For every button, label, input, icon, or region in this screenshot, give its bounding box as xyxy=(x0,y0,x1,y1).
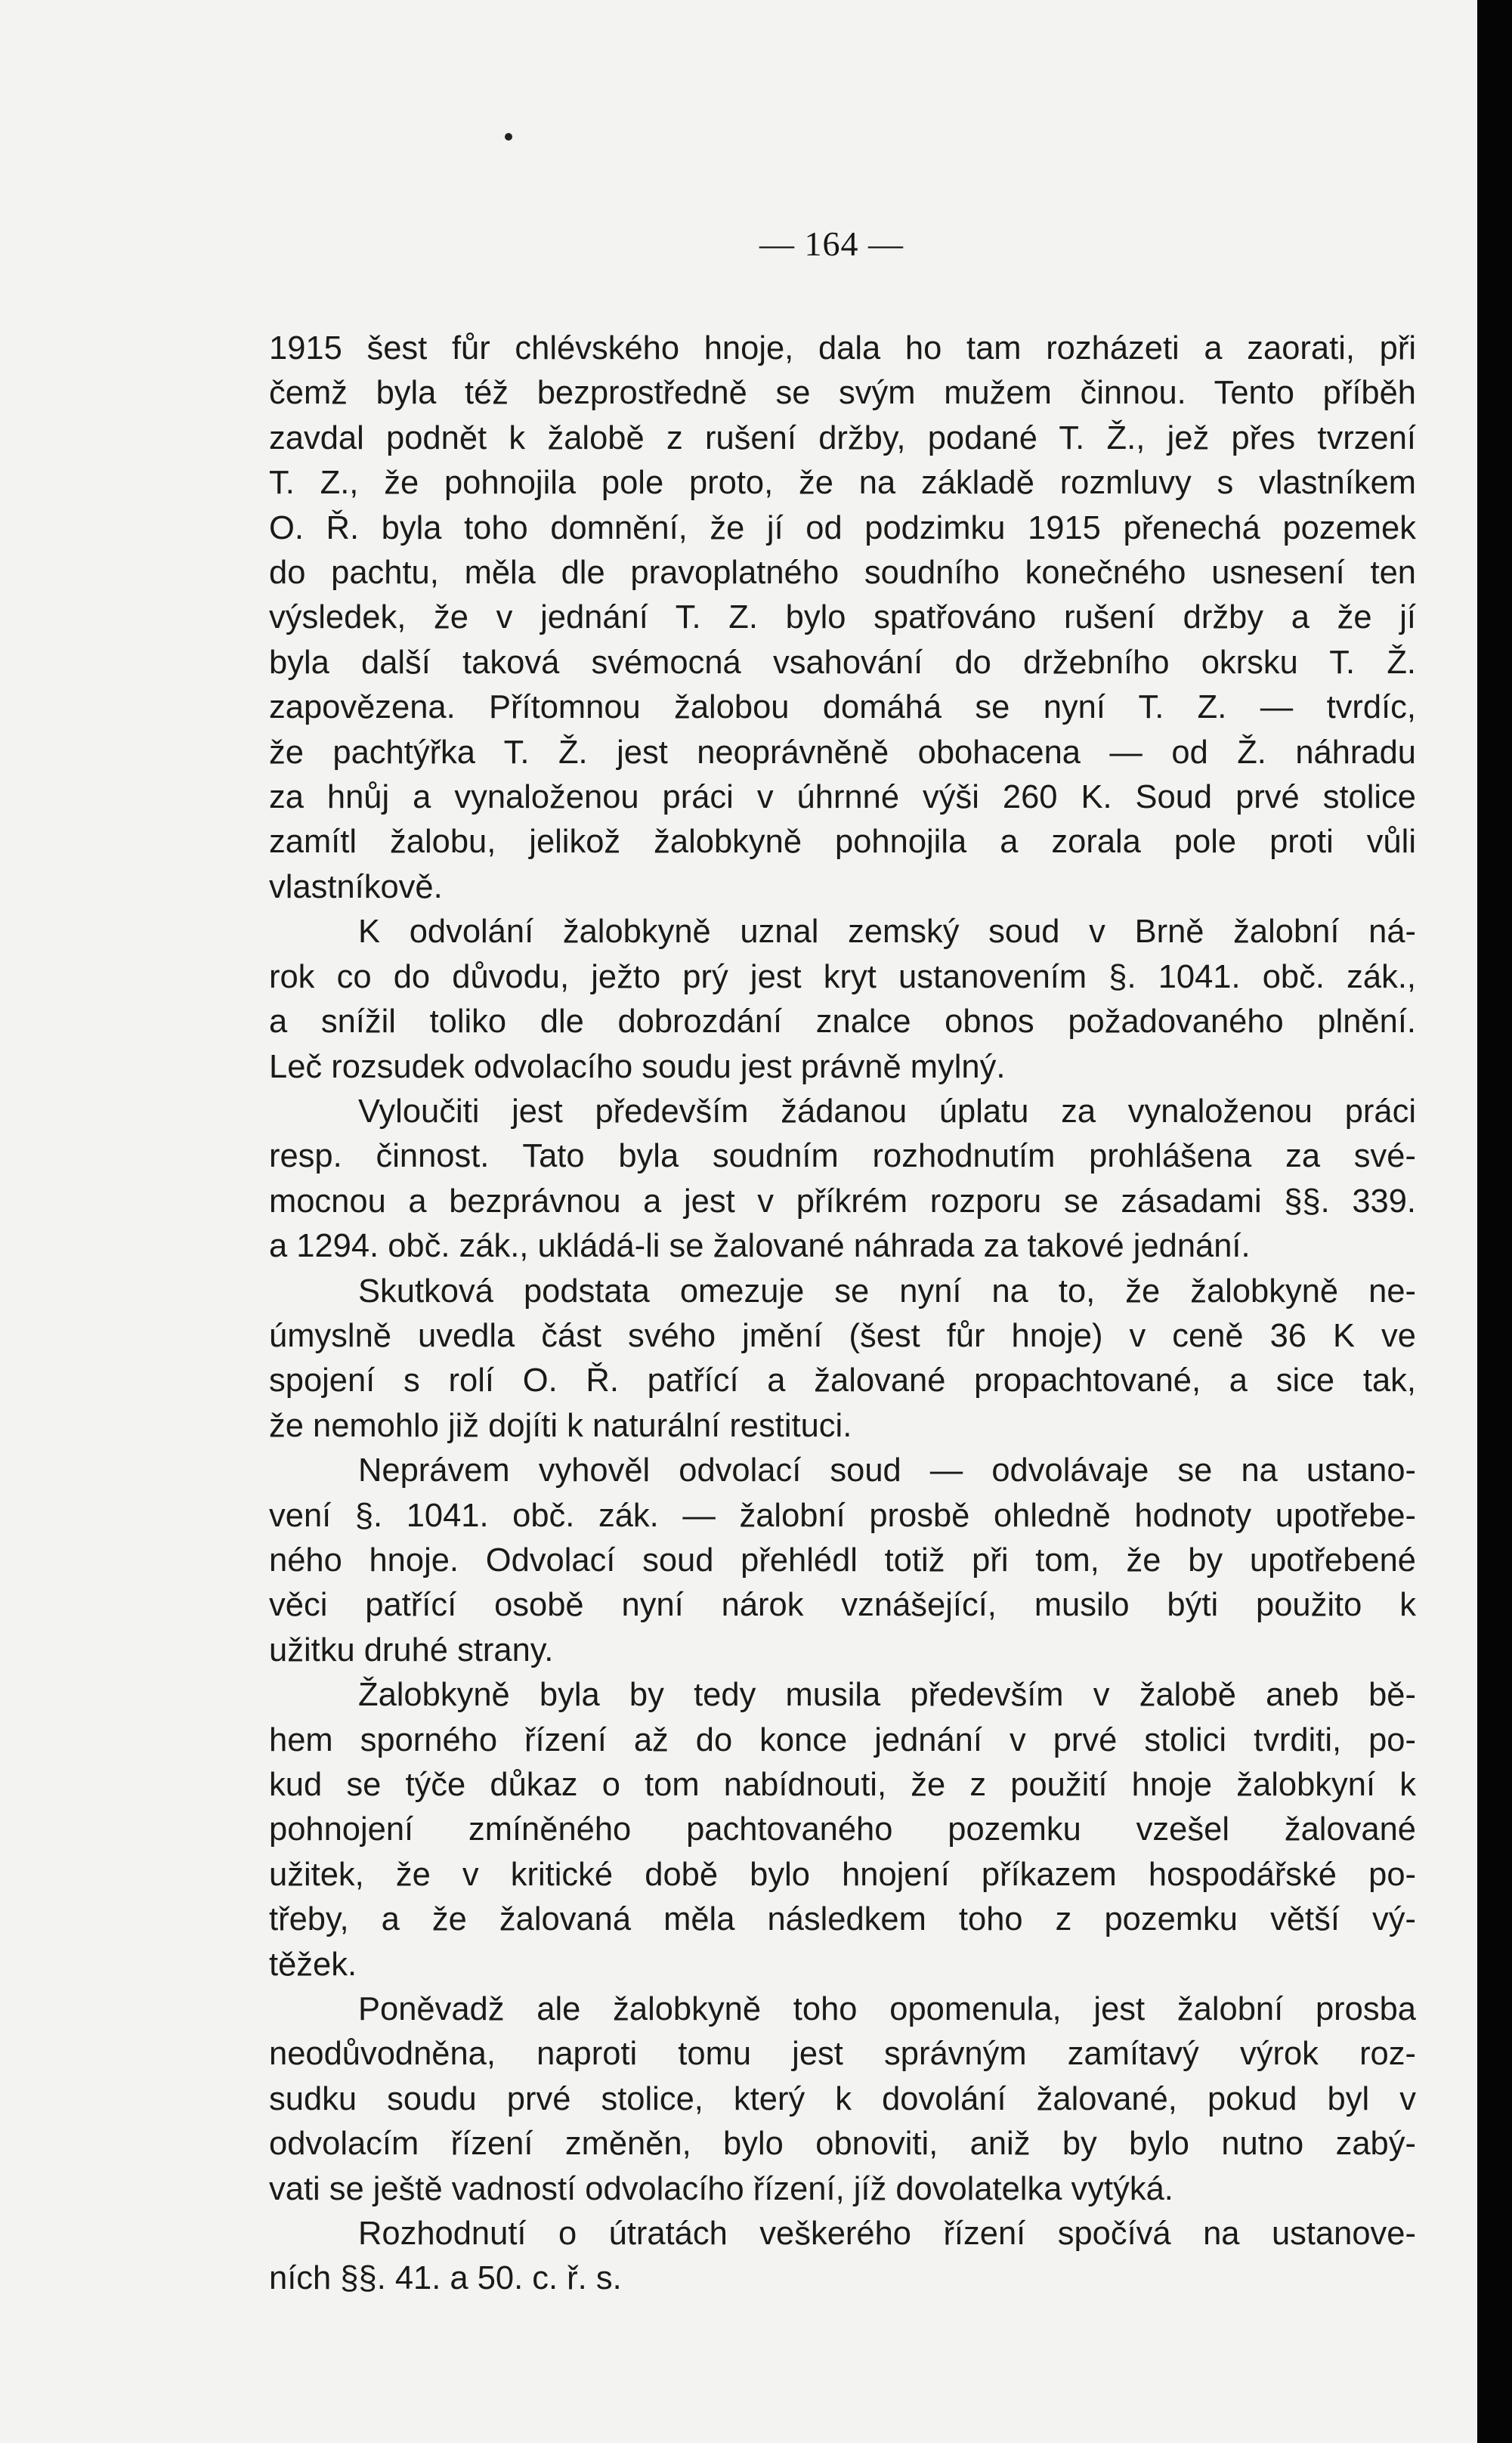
text-line: resp. činnost. Tato byla soudním rozhodnutím prohlášena za své- xyxy=(269,1138,1416,1175)
text-line: zavdal podnět k žalobě z rušení držby, podané T. Ž., jež přes tvrzení xyxy=(269,419,1416,456)
text-line: Neprávem vyhověl odvolací soud — odvolávaje se na ustano- xyxy=(358,1452,1416,1489)
text-line: úmyslně uvedla část svého jmění (šest fůr hnoje) v ceně 36 K ve xyxy=(269,1317,1416,1354)
text-line: zapovězena. Přítomnou žalobou domáhá se nyní T. Z. — tvrdíc, xyxy=(269,689,1416,726)
text-line: vlastníkově. xyxy=(269,868,443,905)
text-line: vati se ještě vadností odvolacího řízení, jíž dovolatelka vytýká. xyxy=(269,2170,1173,2207)
text-line: kud se týče důkaz o tom nabídnouti, že z použití hnoje žalobkyní k xyxy=(269,1767,1416,1803)
paragraph xyxy=(269,1449,1416,1673)
paragraph xyxy=(269,910,1416,1090)
print-speck xyxy=(505,133,512,141)
paragraph xyxy=(269,326,1416,910)
text-line: za hnůj a vynaloženou práci v úhrnné výši 260 K. Soud prvé stolice xyxy=(269,779,1416,816)
text-line: K odvolání žalobkyně uznal zemský soud v Brně žalobní ná- xyxy=(358,914,1416,951)
text-line: odvolacím řízení změněn, bylo obnoviti, aniž by bylo nutno zabý- xyxy=(269,2126,1416,2163)
text-line: 1915 šest fůr chlévského hnoje, dala ho tam rozházeti a zaorati, při xyxy=(269,330,1416,366)
text-line: výsledek, že v jednání T. Z. bylo spatřováno rušení držby a že jí xyxy=(269,599,1416,636)
text-line: O. Ř. byla toho domnění, že jí od podzimku 1915 přenechá pozemek xyxy=(269,509,1416,546)
text-line: pohnojení zmíněného pachtovaného pozemku vzešel žalované xyxy=(269,1811,1416,1848)
text-line: Leč rozsudek odvolacího soudu jest právně mylný. xyxy=(269,1048,1006,1085)
paragraph xyxy=(269,1269,1416,1449)
text-line: ného hnoje. Odvolací soud přehlédl totiž při tom, že by upotřebené xyxy=(269,1542,1416,1579)
text-line: užitek, že v kritické době bylo hnojení příkazem hospodářské po- xyxy=(269,1856,1416,1893)
text-line: hem sporného řízení až do konce jednání v prvé stolici tvrditi, po- xyxy=(269,1721,1416,1758)
scan-edge xyxy=(1477,0,1512,2443)
text-line: že nemohlo již dojíti k naturální restituci. xyxy=(269,1407,852,1444)
text-line: že pachtýřka T. Ž. jest neoprávněně obohacena — od Ž. náhradu xyxy=(269,734,1416,771)
paragraph xyxy=(269,2212,1416,2302)
text-line: zamítl žalobu, jelikož žalobkyně pohnojila a zorala pole proti vůli xyxy=(269,824,1416,861)
text-line: T. Z., že pohnojila pole proto, že na základě rozmluvy s vlastníkem xyxy=(269,465,1416,502)
body-text xyxy=(269,326,1416,2302)
text-line: spojení s rolí O. Ř. patřící a žalované propachtované, a sice tak, xyxy=(269,1362,1416,1399)
page-number: — 164 — xyxy=(759,224,904,263)
text-line: Rozhodnutí o útratách veškerého řízení spočívá na ustanove- xyxy=(358,2216,1416,2253)
text-line: třeby, a že žalovaná měla následkem toho z pozemku větší vý- xyxy=(269,1901,1416,1938)
text-line: byla další taková svémocná vsahování do držebního okrsku T. Ž. xyxy=(269,644,1416,681)
text-line: mocnou a bezprávnou a jest v příkrém rozporu se zásadami §§. 339. xyxy=(269,1183,1416,1220)
text-line: neodůvodněna, naproti tomu jest správným zamítavý výrok roz- xyxy=(269,2036,1416,2073)
text-line: vení §. 1041. obč. zák. — žalobní prosbě ohledně hodnoty upotřebe- xyxy=(269,1497,1416,1534)
paragraph xyxy=(269,1090,1416,1269)
text-line: rok co do důvodu, ježto prý jest kryt ustanovením §. 1041. obč. zák., xyxy=(269,958,1416,995)
text-line: těžek. xyxy=(269,1946,357,1983)
text-line: Poněvadž ale žalobkyně toho opomenula, jest žalobní prosba xyxy=(358,1991,1416,2028)
text-line: ních §§. 41. a 50. c. ř. s. xyxy=(269,2260,622,2297)
text-line: Žalobkyně byla by tedy musila především v žalobě aneb bě- xyxy=(358,1677,1416,1714)
paragraph xyxy=(269,1673,1416,1987)
text-line: věci patřící osobě nyní nárok vznášející, musilo býti použito k xyxy=(269,1587,1416,1624)
text-line: Skutková podstata omezuje se nyní na to, že žalobkyně ne- xyxy=(358,1273,1416,1310)
paragraph xyxy=(269,1987,1416,2212)
text-line: Vyloučiti jest především žádanou úplatu za vynaloženou práci xyxy=(358,1093,1416,1130)
text-line: sudku soudu prvé stolice, který k dovolání žalované, pokud byl v xyxy=(269,2080,1416,2117)
text-line: čemž byla též bezprostředně se svým mužem činnou. Tento příběh xyxy=(269,375,1416,412)
text-line: a 1294. obč. zák., ukládá-li se žalované náhrada za takové jednání. xyxy=(269,1228,1251,1265)
text-line: a snížil toliko dle dobrozdání znalce obnos požadovaného plnění. xyxy=(269,1003,1416,1041)
text-line: do pachtu, měla dle pravoplatného soudního konečného usnesení ten xyxy=(269,555,1416,592)
text-line: užitku druhé strany. xyxy=(269,1631,554,1668)
